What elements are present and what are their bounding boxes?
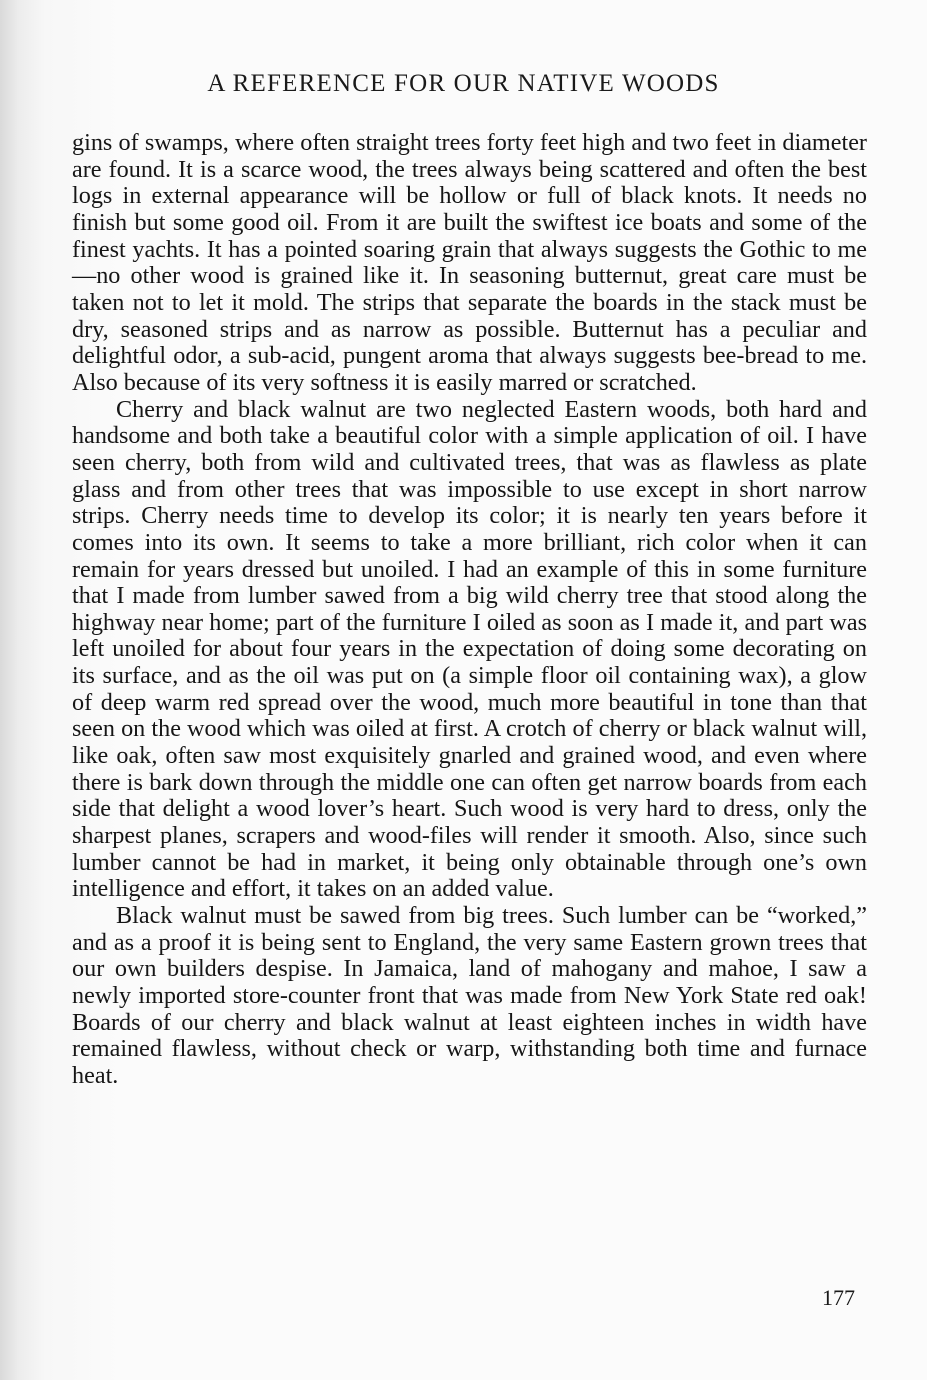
body-text: [72, 130, 867, 1090]
running-head: A REFERENCE FOR OUR NATIVE WOODS: [207, 70, 720, 97]
page-number: 177: [822, 1285, 855, 1310]
paragraph-cherry-black-walnut: Cherry and black walnut are two neglected Eastern woods, both hard and handsome and both take a beautiful color with a simple application of oil. I have seen cherry, both from wild and cultivated trees, that was as flawless as plate glass and from other trees that was impossible to use except in short narrow strips. Cherry needs time to develop its color; it is nearly ten years before it comes into its own. It seems to take a more brilliant, rich color when it can remain for years dressed but unoiled. I had an example of this in some furniture that I made from lumber sawed from a big wild cherry tree that stood along the highway near home; part of the furniture I oiled as soon as I made it, and part was left unoiled for about four years in the expectation of doing some decorating on its surface, and as the oil was put on (a simple floor oil containing wax), a glow of deep warm red spread over the wood, much more beautiful in tone than that seen on the wood which was oiled at first. A crotch of cherry or black walnut will, like oak, often saw most exquisitely gnarled and grained wood, and even where there is bark down through the middle one can often get narrow boards from each side that delight a wood lover’s heart. Such wood is very hard to dress, only the sharpest planes, scrapers and wood-files will render it smooth. Also, since such lumber cannot be had in market, it being only obtainable through one’s own intelligence and effort, it takes on an added value.: [72, 395, 867, 903]
paragraph-butternut-continued: gins of swamps, where often straight trees forty feet high and two feet in diameter are found. It is a scarce wood, the trees always being scattered and often the best logs in external appearance will be hollow or full of black knots. It needs no finish but some good oil. From it are built the swiftest ice boats and some of the finest yachts. It has a pointed soaring grain that always suggests the Gothic to me—no other wood is grained like it. In seasoning butternut, great care must be taken not to let it mold. The strips that separate the boards in the stack must be dry, seasoned strips and as narrow as possible. Butternut has a peculiar and delightful odor, a sub-acid, pungent aroma that always suggests bee-bread to me. Also because of its very softness it is easily marred or scratched.: [72, 129, 867, 396]
paragraph-black-walnut: Black walnut must be sawed from big trees. Such lumber can be “worked,” and as a proof it is being sent to England, the very same Eastern grown trees that our own builders despise. In Jamaica, land of mahogany and mahoe, I saw a newly imported store-counter front that was made from New York State red oak! Boards of our cherry and black walnut at least eighteen inches in width have remained flawless, without check or warp, withstanding both time and furnace heat.: [72, 902, 867, 1089]
